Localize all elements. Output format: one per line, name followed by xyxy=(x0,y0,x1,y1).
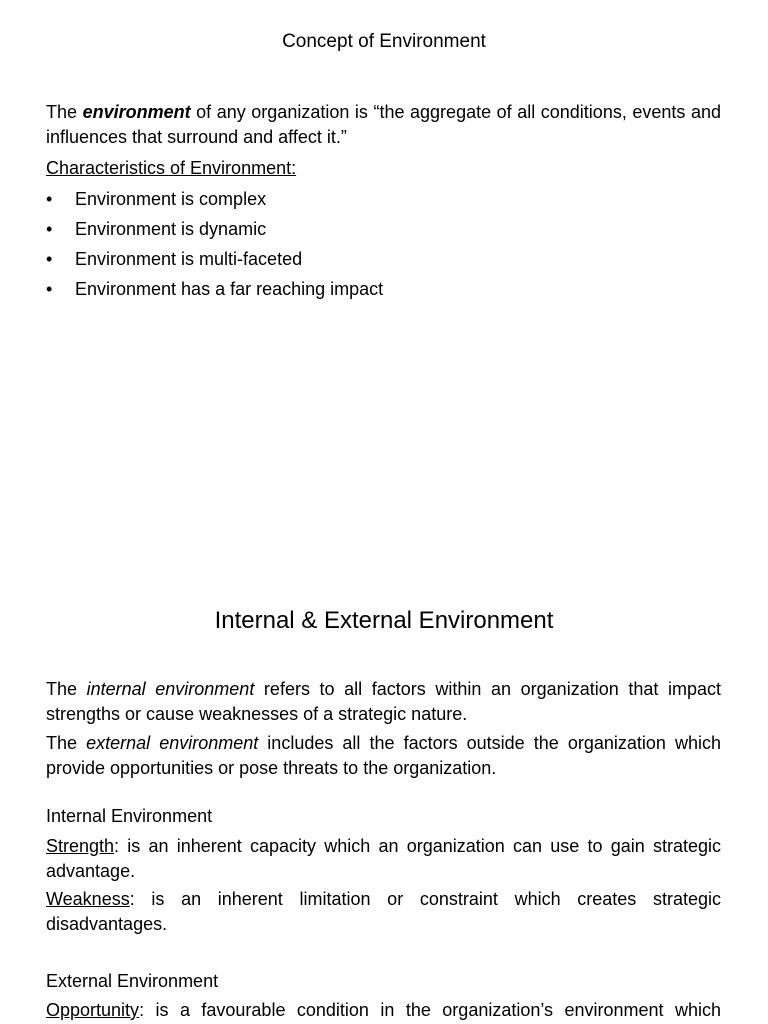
external-def-suffix: includes all the factors outside the organization which provide opportunities or pose threats to the organization. xyxy=(46,733,721,778)
list-item xyxy=(46,214,721,244)
strength-term: Strength xyxy=(46,836,115,856)
internal-environment-definition xyxy=(46,677,721,727)
bullet-icon: • xyxy=(46,219,53,239)
internal-def-emphasis: internal environment xyxy=(86,679,255,699)
external-environment-definition xyxy=(46,731,721,781)
internal-environment-heading: Internal Environment xyxy=(46,806,213,826)
weakness-term: Weakness xyxy=(46,889,130,909)
slide1-title: Concept of Environment xyxy=(282,31,486,52)
internal-def-suffix: refers to all factors within an organization that impact strengths or cause weaknesses of a strategic nature. xyxy=(46,679,721,724)
bullet-icon: • xyxy=(46,249,53,269)
characteristics-heading xyxy=(46,156,721,181)
external-def-emphasis: external environment xyxy=(86,733,259,753)
bullet-icon: • xyxy=(46,189,53,209)
environment-definition xyxy=(46,100,721,150)
opportunity-term: Opportunity xyxy=(46,1000,140,1020)
weakness-definition xyxy=(46,887,721,937)
list-item-text: Environment is multi-faceted xyxy=(75,249,303,269)
list-item-text: Environment is dynamic xyxy=(75,219,267,239)
slide2-title: Internal & External Environment xyxy=(214,607,554,634)
opportunity-text: : is a favourable condition in the organization’s environment which xyxy=(139,1000,721,1020)
strength-definition xyxy=(46,834,721,884)
list-item xyxy=(46,274,721,304)
list-item xyxy=(46,244,721,274)
list-item-text: Environment is complex xyxy=(75,189,267,209)
definition-suffix: of any organization is “the aggregate of all conditions, events and influences that surround and affect it.” xyxy=(46,102,721,147)
strength-text: : is an inherent capacity which an organization can use to gain strategic advantage. xyxy=(46,836,721,881)
opportunity-definition xyxy=(46,998,721,1023)
list-item-text: Environment has a far reaching impact xyxy=(75,279,384,299)
characteristics-list xyxy=(46,184,721,304)
external-def-prefix: The xyxy=(46,733,87,753)
weakness-text: : is an inherent limitation or constraint which creates strategic disadvantages. xyxy=(46,889,721,934)
definition-prefix: The xyxy=(46,102,83,122)
internal-def-prefix: The xyxy=(46,679,87,699)
bullet-icon: • xyxy=(46,279,53,299)
definition-emphasis: environment xyxy=(82,102,191,122)
characteristics-heading-text: Characteristics of Environment: xyxy=(46,158,297,178)
external-environment-heading: External Environment xyxy=(46,971,219,991)
list-item xyxy=(46,184,721,214)
